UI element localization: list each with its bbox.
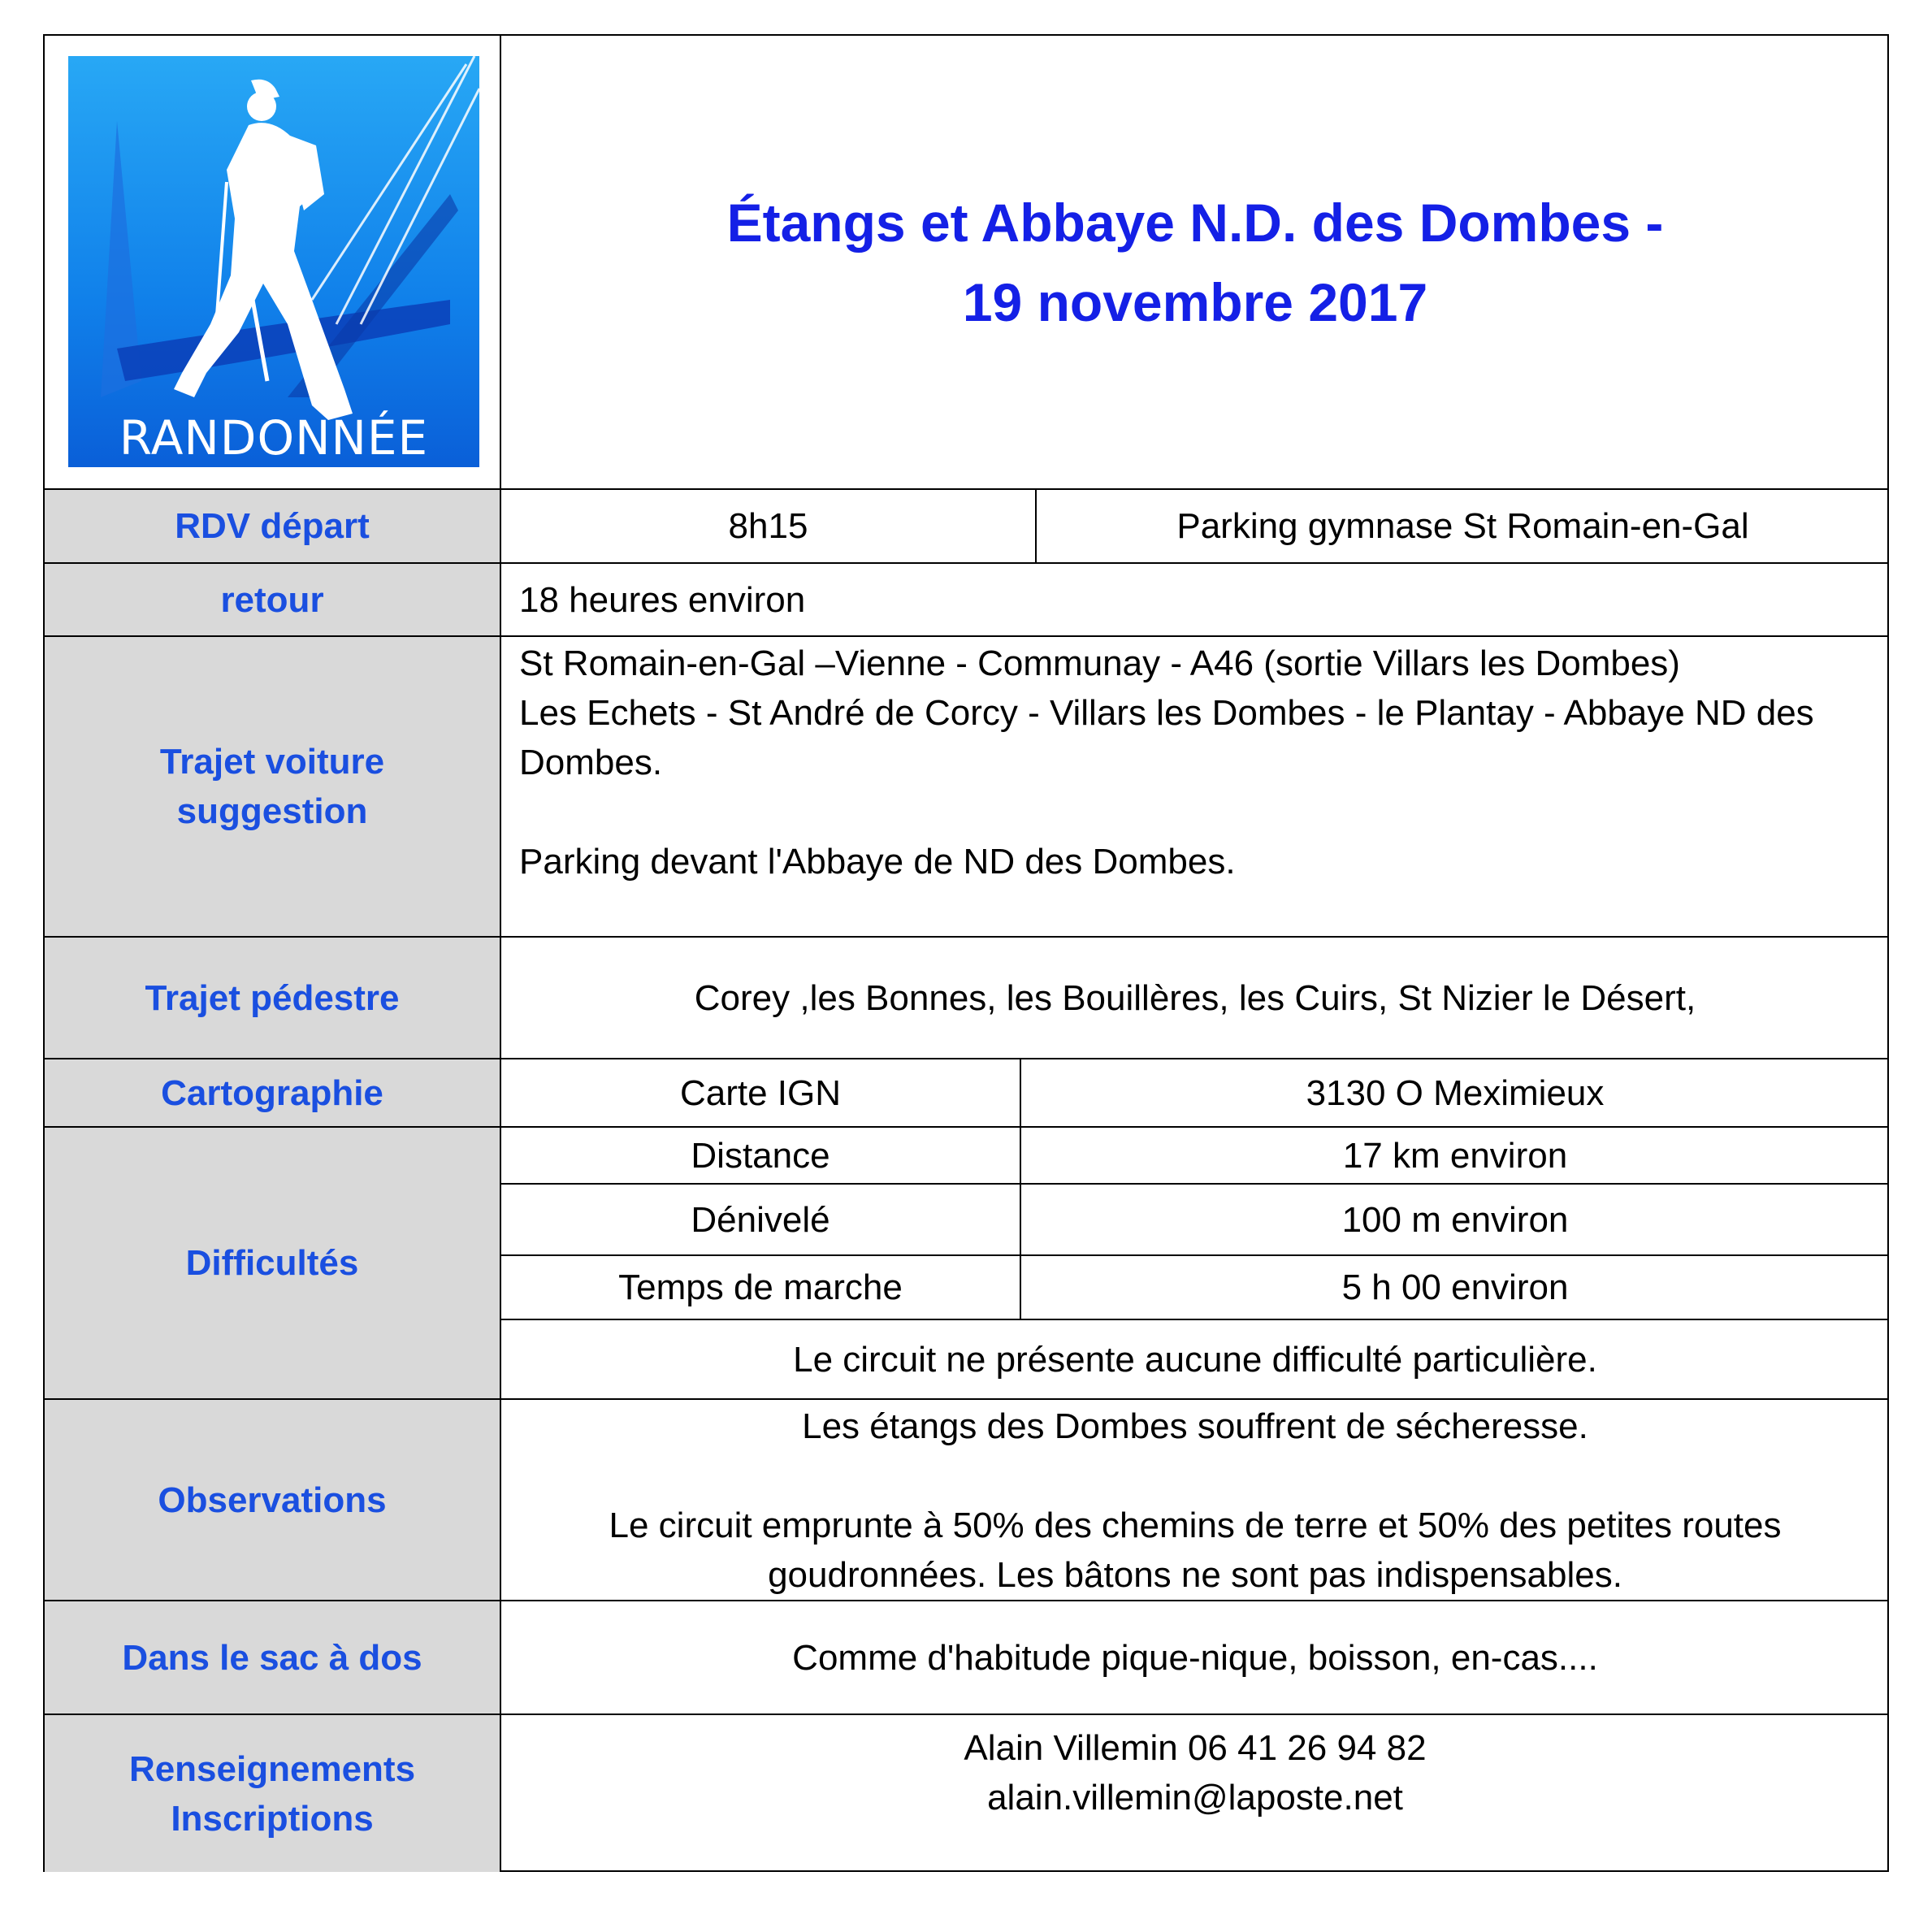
trajet-voiture-line-3: Dombes.	[519, 743, 663, 782]
cartographie-carte: Carte IGN	[501, 1059, 1021, 1128]
sac-label: Dans le sac à dos	[45, 1601, 501, 1715]
logo-cell	[45, 36, 501, 490]
retour-label: retour	[45, 564, 501, 637]
difficulte-temps-value: 5 h 00 environ	[1021, 1256, 1889, 1320]
observations-label: Observations	[45, 1400, 501, 1601]
difficultes-note: Le circuit ne présente aucune difficulté particulière.	[501, 1320, 1889, 1400]
observations-value	[501, 1400, 1889, 1601]
observations-spacer	[501, 1451, 1889, 1501]
trajet-voiture-line-2: Les Echets - St André de Corcy - Villars les Dombes - le Plantay - Abbaye ND des	[519, 693, 1814, 733]
rdv-place: Parking gymnase St Romain-en-Gal	[1037, 490, 1889, 564]
trajet-voiture-value	[501, 637, 1889, 938]
observations-line-1: Les étangs des Dombes souffrent de sécheresse.	[802, 1406, 1588, 1446]
difficulte-temps-name: Temps de marche	[501, 1256, 1021, 1320]
renseignements-label-line-1: Renseignements	[128, 1748, 416, 1789]
trajet-voiture-label	[45, 637, 501, 938]
title-line-2: 19 novembre 2017	[962, 271, 1428, 332]
renseignements-label-line-2: Inscriptions	[171, 1798, 374, 1839]
trajet-pedestre-label: Trajet pédestre	[45, 938, 501, 1059]
hiker-logo	[68, 56, 479, 467]
trajet-voiture-line-5: Parking devant l'Abbaye de ND des Dombes.	[519, 842, 1236, 882]
difficulte-denivele-name: Dénivelé	[501, 1185, 1021, 1256]
renseignements-value	[501, 1715, 1889, 1872]
contact-phone: Alain Villemin 06 41 26 94 82	[964, 1728, 1427, 1768]
info-sheet	[43, 34, 1889, 1872]
trajet-voiture-label-line-2: suggestion	[176, 791, 368, 831]
rdv-time: 8h15	[501, 490, 1037, 564]
renseignements-label	[45, 1715, 501, 1872]
trajet-pedestre-value: Corey ,les Bonnes, les Bouillères, les Cuirs, St Nizier le Désert,	[501, 938, 1889, 1059]
trajet-voiture-line-1: St Romain-en-Gal –Vienne - Communay - A46 (sortie Villars les Dombes)	[519, 643, 1680, 683]
difficulte-distance-name: Distance	[501, 1128, 1021, 1185]
contact-email[interactable]: alain.villemin@laposte.net	[987, 1778, 1403, 1818]
trajet-voiture-label-line-1: Trajet voiture	[159, 742, 385, 782]
observations-line-2: Le circuit emprunte à 50% des chemins de terre et 50% des petites routes	[609, 1506, 1782, 1545]
observations-line-3: goudronnées. Les bâtons ne sont pas indispensables.	[768, 1555, 1622, 1595]
title-line-1: Étangs et Abbaye N.D. des Dombes -	[726, 192, 1664, 253]
sac-value: Comme d'habitude pique-nique, boisson, en-cas....	[501, 1601, 1889, 1715]
logo-text: RANDONNÉE	[119, 410, 429, 466]
rdv-label: RDV départ	[45, 490, 501, 564]
difficulte-denivele-value: 100 m environ	[1021, 1185, 1889, 1256]
page-title	[501, 36, 1889, 490]
cartographie-label: Cartographie	[45, 1059, 501, 1128]
retour-value: 18 heures environ	[501, 564, 1889, 637]
cartographie-ref: 3130 O Meximieux	[1021, 1059, 1889, 1128]
trajet-voiture-line-4	[519, 787, 1889, 837]
difficulte-distance-value: 17 km environ	[1021, 1128, 1889, 1185]
difficultes-label: Difficultés	[45, 1128, 501, 1400]
